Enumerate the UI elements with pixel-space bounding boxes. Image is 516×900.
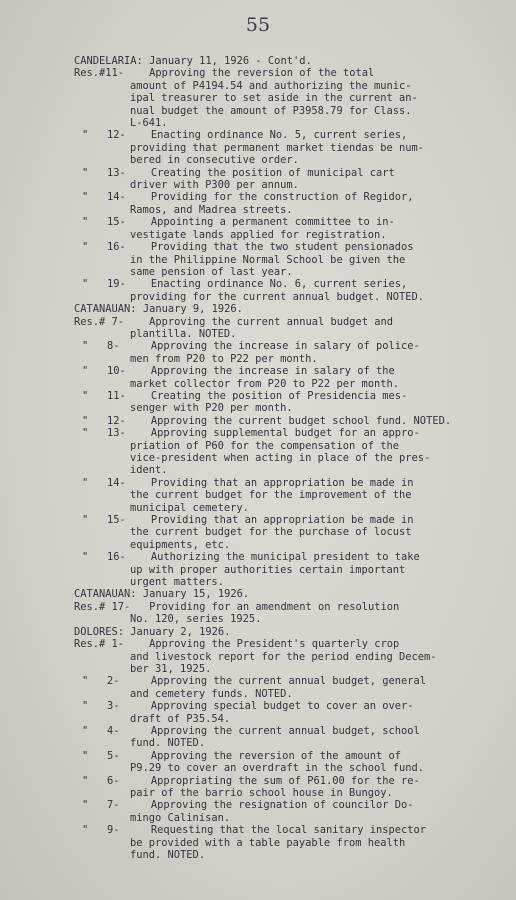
line-text: senger with P20 per month.	[130, 402, 293, 415]
resolution-line	[0, 415, 516, 427]
line-text: CATANAUAN: January 9, 1926.	[74, 303, 243, 316]
continuation-line	[0, 204, 516, 216]
resolution-line	[0, 216, 516, 228]
resolution-line	[0, 191, 516, 203]
line-text: " 6- Appropriating the sum of P61.00 for the re-	[82, 774, 420, 787]
line-text: amount of P4194.54 and authorizing the munic-	[130, 79, 412, 92]
resolution-line	[0, 675, 516, 687]
line-text: CANDELARIA: January 11, 1926 - Cont'd.	[74, 55, 312, 67]
line-text: providing for the current annual budget. NOTED.	[130, 290, 425, 303]
continuation-line	[0, 613, 516, 625]
line-text: " 14- Providing that an appropriation be made in	[82, 476, 414, 489]
continuation-line	[0, 117, 516, 129]
line-text: " 7- Approving the resignation of councilor Do-	[82, 799, 414, 812]
continuation-line	[0, 80, 516, 92]
line-text: the current budget for the purchase of locust	[130, 526, 412, 539]
continuation-line	[0, 787, 516, 799]
line-text: " 16- Providing that the two student pensionados	[82, 241, 414, 254]
continuation-line	[0, 229, 516, 241]
resolution-line	[0, 601, 516, 613]
section-heading-line	[0, 55, 516, 67]
line-text: DOLORES: January 2, 1926.	[74, 625, 231, 638]
continuation-line	[0, 651, 516, 663]
continuation-line	[0, 266, 516, 278]
line-text: P9.29 to cover an overdraft in the school fund.	[130, 762, 425, 775]
line-text: municipal cemetery.	[130, 501, 249, 514]
continuation-line	[0, 353, 516, 365]
page-number: 55	[245, 14, 271, 36]
line-text: " 19- Enacting ordinance No. 6, current series,	[82, 278, 408, 291]
continuation-line	[0, 713, 516, 725]
line-text: market collector from P20 to P22 per month.	[130, 377, 399, 390]
line-text: " 14- Providing for the construction of Regidor,	[82, 191, 414, 204]
section-heading-line	[0, 626, 516, 638]
line-text: fund. NOTED.	[130, 737, 206, 750]
resolution-line	[0, 340, 516, 352]
continuation-line	[0, 576, 516, 588]
continuation-line	[0, 849, 516, 861]
line-text: up with proper authorities certain important	[130, 563, 406, 576]
line-text: " 2- Approving the current annual budget, general	[82, 675, 427, 688]
line-text: " 11- Creating the position of Presidencia mes-	[82, 389, 408, 402]
section-heading-line	[0, 303, 516, 315]
continuation-line	[0, 291, 516, 303]
continuation-line	[0, 440, 516, 452]
resolution-line	[0, 167, 516, 179]
line-text: and cemetery funds. NOTED.	[130, 687, 293, 700]
resolution-line	[0, 799, 516, 811]
continuation-line	[0, 812, 516, 824]
line-text: driver with P300 per annum.	[130, 179, 299, 192]
document-body	[0, 55, 516, 861]
resolution-line	[0, 390, 516, 402]
continuation-line	[0, 564, 516, 576]
line-text: Res.# 17- Providing for an amendment on resolution	[74, 600, 400, 613]
line-text: ident.	[130, 464, 168, 477]
section-heading-line	[0, 588, 516, 600]
line-text: " 10- Approving the increase in salary of the	[82, 365, 395, 378]
line-text: No. 120, series 1925.	[130, 613, 262, 626]
line-text: " 3- Approving special budget to cover an over-	[82, 700, 414, 713]
resolution-line	[0, 427, 516, 439]
line-text: in the Philippine Normal School be given the	[130, 253, 406, 266]
line-text: Res.#11- Approving the reversion of the total	[74, 67, 375, 80]
resolution-line	[0, 365, 516, 377]
continuation-line	[0, 526, 516, 538]
continuation-line	[0, 179, 516, 191]
resolution-line	[0, 750, 516, 762]
continuation-line	[0, 502, 516, 514]
line-text: urgent matters.	[130, 576, 224, 589]
continuation-line	[0, 539, 516, 551]
resolution-line	[0, 824, 516, 836]
line-text: bered in consecutive order.	[130, 154, 299, 167]
line-text: plantilla. NOTED.	[130, 327, 237, 340]
line-text: L-641.	[130, 117, 168, 130]
line-text: " 13- Approving supplemental budget for an appro-	[82, 427, 420, 440]
continuation-line	[0, 402, 516, 414]
line-text: mingo Calinisan.	[130, 811, 231, 824]
resolution-line	[0, 725, 516, 737]
continuation-line	[0, 378, 516, 390]
line-text: Res.# 1- Approving the President's quarterly crop	[74, 638, 400, 651]
line-text: draft of P35.54.	[130, 712, 231, 725]
resolution-line	[0, 316, 516, 328]
line-text: vestigate lands applied for registration.	[130, 228, 387, 241]
resolution-line	[0, 700, 516, 712]
line-text: Ramos, and Madrea streets.	[130, 203, 293, 216]
line-text: be provided with a table payable from health	[130, 836, 406, 849]
continuation-line	[0, 254, 516, 266]
line-text: " 13- Creating the position of municipal cart	[82, 166, 395, 179]
line-text: " 8- Approving the increase in salary of police-	[82, 340, 420, 353]
line-text: nual budget the amount of P3958.79 for Class.	[130, 104, 412, 117]
line-text: " 12- Approving the current budget school fund. NOTED.	[82, 414, 452, 427]
continuation-line	[0, 142, 516, 154]
continuation-line	[0, 452, 516, 464]
resolution-line	[0, 278, 516, 290]
line-text: men from P20 to P22 per month.	[130, 352, 318, 365]
line-text: " 15- Providing that an appropriation be made in	[82, 514, 414, 527]
line-text: vice-president when acting in place of the pres-	[130, 452, 431, 464]
continuation-line	[0, 489, 516, 501]
continuation-line	[0, 762, 516, 774]
resolution-line	[0, 129, 516, 141]
line-text: " 15- Appointing a permanent committee to in-	[82, 216, 395, 229]
continuation-line	[0, 328, 516, 340]
line-text: pair of the barrio school house in Bungoy.	[130, 786, 393, 799]
line-text: equipments, etc.	[130, 538, 231, 551]
line-text: " 9- Requesting that the local sanitary inspector	[82, 824, 427, 837]
resolution-line	[0, 514, 516, 526]
continuation-line	[0, 154, 516, 166]
continuation-line	[0, 737, 516, 749]
resolution-line	[0, 775, 516, 787]
continuation-line	[0, 663, 516, 675]
line-text: the current budget for the improvement of the	[130, 489, 412, 502]
continuation-line	[0, 464, 516, 476]
continuation-line	[0, 688, 516, 700]
line-text: providing that permanent market tiendas be num-	[130, 141, 425, 154]
resolution-line	[0, 551, 516, 563]
resolution-line	[0, 67, 516, 79]
line-text: " 12- Enacting ordinance No. 5, current series,	[82, 129, 408, 142]
continuation-line	[0, 105, 516, 117]
line-text: priation of P60 for the compensation of the	[130, 439, 399, 452]
resolution-line	[0, 638, 516, 650]
continuation-line	[0, 837, 516, 849]
line-text: ber 31, 1925.	[130, 662, 212, 675]
continuation-line	[0, 92, 516, 104]
line-text: and livestock report for the period ending Decem-	[130, 650, 437, 663]
line-text: " 5- Approving the reversion of the amount of	[82, 749, 402, 762]
line-text: ipal treasurer to set aside in the current an-	[130, 92, 418, 105]
resolution-line	[0, 477, 516, 489]
line-text: " 16- Authorizing the municipal president to take	[82, 551, 420, 564]
line-text: fund. NOTED.	[130, 849, 206, 861]
line-text: same pension of last year.	[130, 265, 293, 278]
line-text: CATANAUAN: January 15, 1926.	[74, 588, 250, 601]
line-text: Res.# 7- Approving the current annual budget and	[74, 315, 394, 328]
line-text: " 4- Approving the current annual budget, school	[82, 724, 420, 737]
resolution-line	[0, 241, 516, 253]
